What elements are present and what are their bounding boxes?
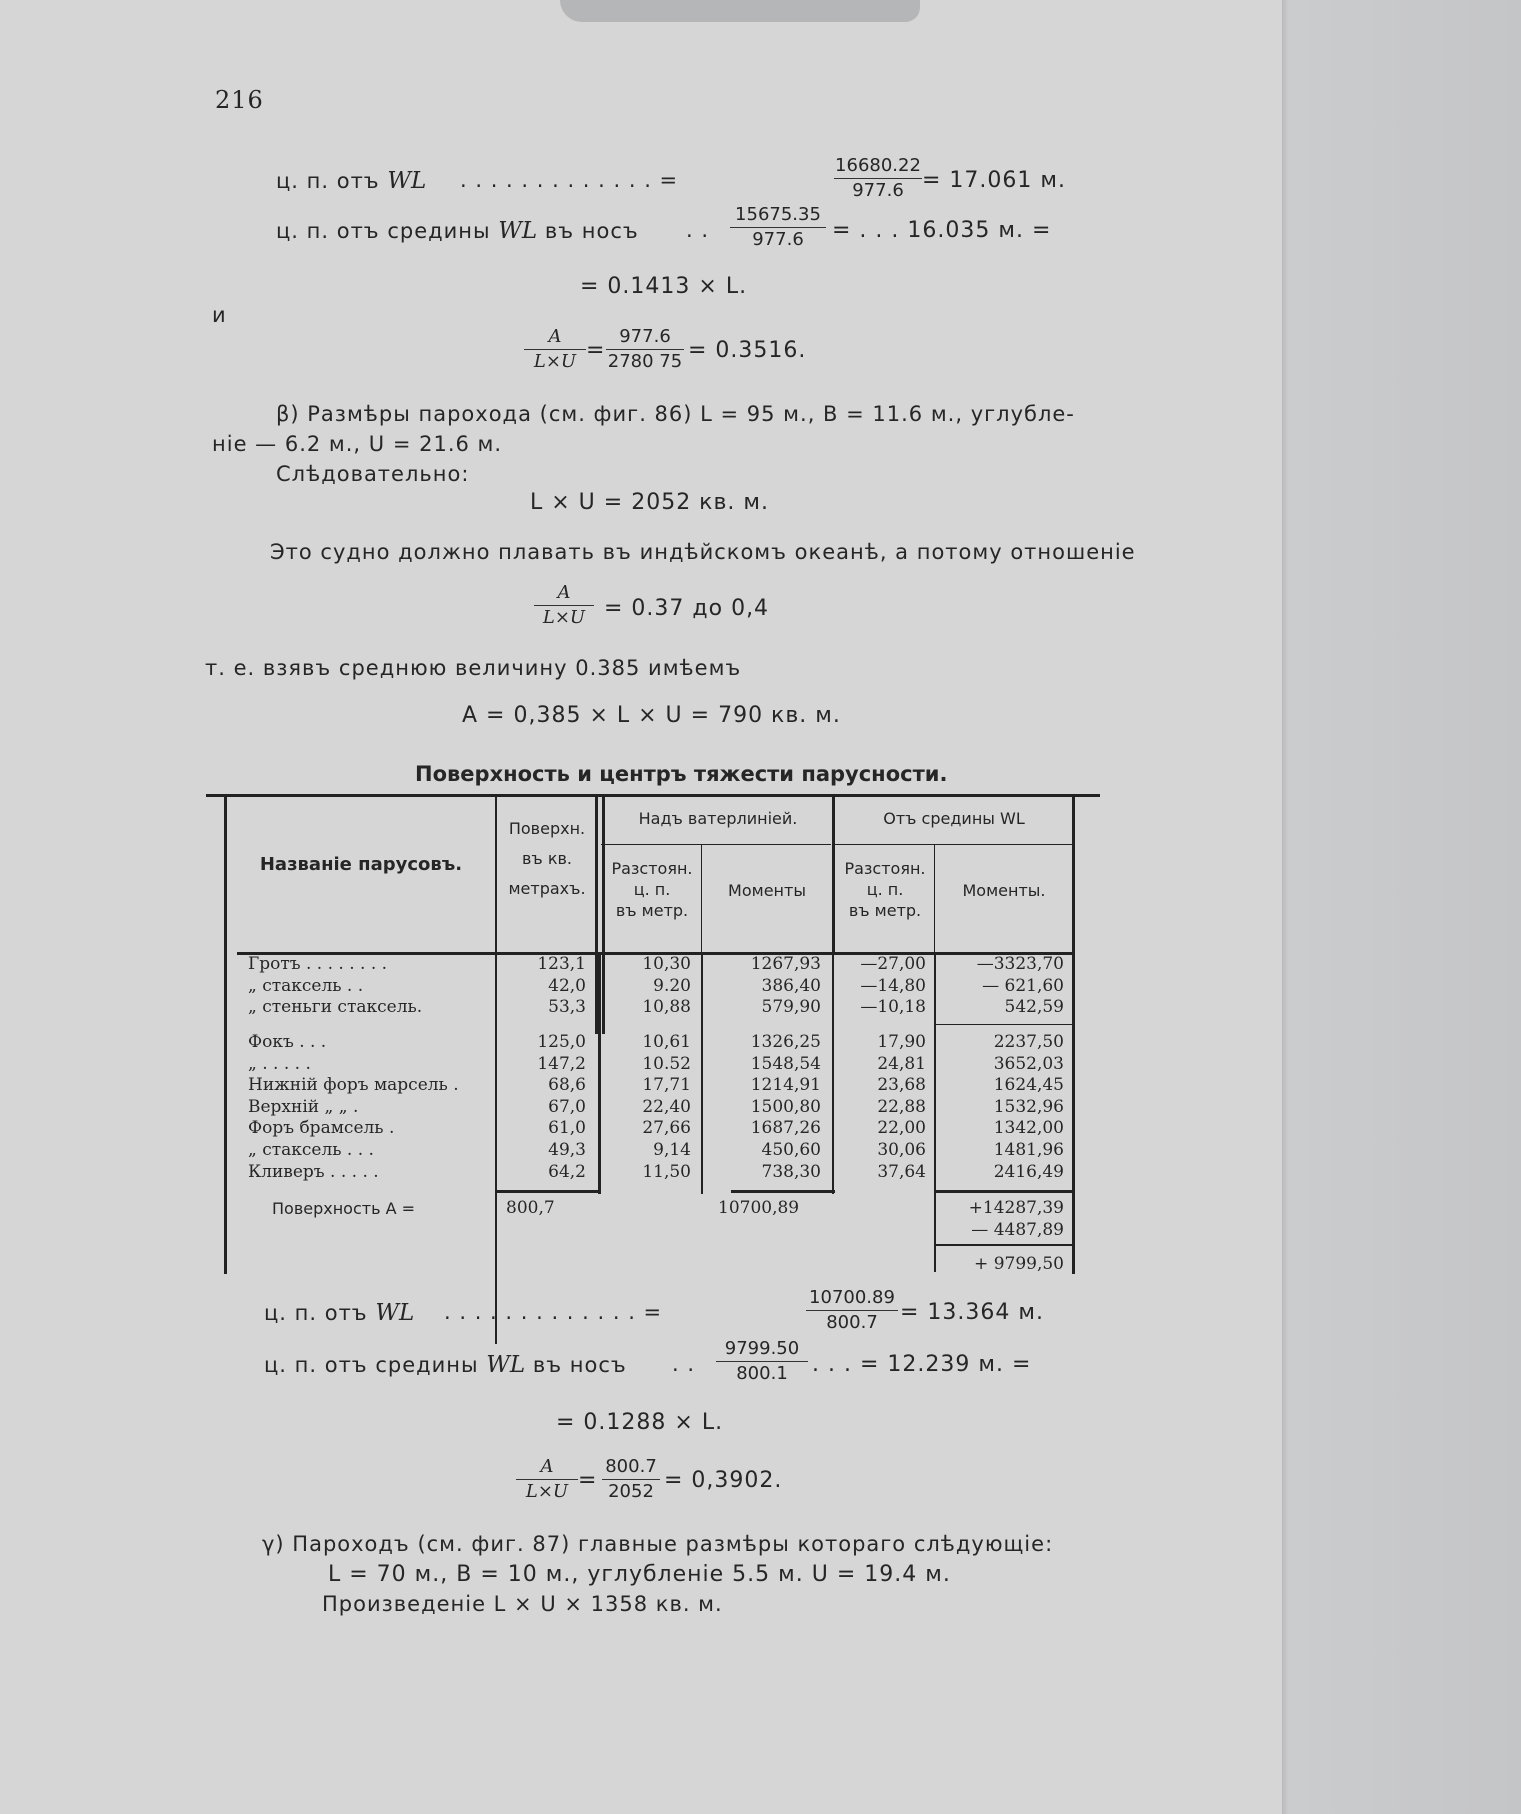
fraction: 9799.50 800.1	[716, 1338, 808, 1385]
ratio-value: = 0.37 до 0,4	[604, 596, 770, 621]
formula-line: = 0.1413 × L.	[580, 274, 748, 299]
dots: . . . . . . . . . . . . . =	[444, 1300, 663, 1324]
table-cell: 9,14	[653, 1139, 691, 1160]
table-cell: 1532,96	[993, 1096, 1064, 1117]
fraction: 977.6 2780 75	[607, 326, 683, 372]
result-text: = 13.364 м.	[900, 1300, 1044, 1325]
table-cell: 147,2	[537, 1053, 586, 1074]
table-cell: 542,59	[1004, 997, 1064, 1018]
table-cell: 17,71	[642, 1075, 691, 1096]
next-page-edge	[1282, 0, 1521, 1814]
gamma-line-2: L = 70 м., B = 10 м., углубленіе 5.5 м. U = 19.4 м.	[328, 1562, 951, 1587]
table-cell: „ стаксель . . .	[248, 1139, 374, 1160]
page-number: 216	[215, 86, 264, 114]
table-cell: 1548,54	[750, 1053, 821, 1074]
table-cell: 10,30	[642, 954, 691, 974]
header-from-mid: Отъ средины WL	[883, 809, 1025, 828]
table-cell: 42,0	[548, 975, 586, 996]
table-cell: 67,0	[548, 1096, 586, 1117]
table-cell: 10,88	[642, 997, 691, 1018]
table-rule	[934, 844, 935, 954]
header-line: Разстоян.	[844, 859, 926, 878]
table-rule	[601, 844, 831, 845]
fraction: 15675.35 977.6	[730, 204, 826, 251]
gamma-line-3: Произведеніе L × U × 1358 кв. м.	[322, 1592, 723, 1616]
header-moments2: Моменты.	[962, 881, 1046, 900]
table-cell: 22,40	[642, 1096, 691, 1117]
table-cell: 1214,91	[750, 1075, 821, 1096]
table-cell: —14,80	[860, 975, 926, 996]
table-cell: 125,0	[537, 1032, 586, 1052]
table-cell: 37,64	[877, 1161, 926, 1182]
table-cell: 579,90	[761, 997, 821, 1018]
dots: . . . . . . . . . . . . . =	[460, 168, 679, 192]
ratio-fraction: A L×U	[534, 582, 594, 629]
table-cell: —3323,70	[976, 954, 1064, 974]
col-dist2	[842, 954, 926, 1019]
col-mom2	[942, 1032, 1064, 1183]
table-cell: — 621,60	[982, 975, 1064, 996]
dots: . .	[686, 218, 710, 242]
header-moments1: Моменты	[728, 881, 806, 900]
table-cell: 1267,93	[750, 954, 821, 974]
table-cell: Нижній форъ марсель .	[248, 1075, 459, 1096]
col-mom1	[711, 954, 821, 1019]
table-cell: 1326,25	[750, 1032, 821, 1052]
beta-line-2: ніе — 6.2 м., U = 21.6 м.	[212, 432, 503, 456]
table-cell: 24,81	[877, 1053, 926, 1074]
totals-surface: 800,7	[506, 1198, 555, 1218]
header-line: въ метр.	[615, 901, 689, 920]
table-rule	[1072, 794, 1075, 1274]
col-dist1	[611, 954, 691, 1019]
table-caption: Поверхность и центръ тяжести парусности.	[415, 762, 948, 786]
table-cell: —27,00	[860, 954, 926, 974]
table-rule	[832, 954, 834, 1194]
table-cell: 53,3	[548, 997, 586, 1018]
result-text: = 0,3902.	[664, 1468, 783, 1493]
table-cell: Гротъ . . . . . . . .	[248, 954, 388, 974]
table-rule	[934, 1190, 1072, 1193]
cp-from-mid-label: ц. п. отъ средины WL въ носъ	[276, 218, 639, 244]
header-dist2	[836, 858, 934, 921]
equals: =	[578, 1468, 598, 1493]
table-cell: Верхній „ „ .	[248, 1096, 359, 1117]
beta-line-5: Это судно должно плавать въ индѣйскомъ океанѣ, а потому отношеніе	[270, 540, 1136, 564]
beta-line-3: Слѣдовательно:	[276, 462, 470, 486]
torn-edge	[560, 0, 920, 22]
table-cell: 3652,03	[993, 1053, 1064, 1074]
table-cell: 1624,45	[993, 1075, 1064, 1096]
header-line: метрахъ.	[508, 879, 586, 898]
table-rule	[701, 954, 703, 1194]
table-cell: —10,18	[860, 997, 926, 1018]
table-cell: 2416,49	[993, 1161, 1064, 1182]
beta-line-1: β) Размѣры парохода (см. фиг. 86) L = 95 м., B = 11.6 м., углубле-	[276, 402, 1075, 426]
equals: =	[586, 338, 606, 363]
table-cell: 17,90	[877, 1032, 926, 1052]
table-cell: 23,68	[877, 1075, 926, 1096]
table-rule	[495, 954, 497, 1344]
table-cell: 9.20	[653, 975, 691, 996]
col-dist1	[611, 1032, 691, 1183]
table-rule	[206, 794, 1100, 797]
table-cell: 2237,50	[993, 1032, 1064, 1052]
table-rule	[934, 1190, 936, 1272]
header-line: Разстоян.	[611, 859, 693, 878]
header-line: въ метр.	[848, 901, 922, 920]
table-cell: 1500,80	[750, 1096, 821, 1117]
table-cell: Фокъ . . .	[248, 1032, 327, 1052]
table-cell: 450,60	[761, 1139, 821, 1160]
col-mom2	[942, 954, 1064, 1019]
header-line: ц. п.	[633, 880, 671, 899]
table-cell: 68,6	[548, 1075, 586, 1096]
header-sail-name: Названіе парусовъ.	[259, 854, 463, 875]
table-rule	[731, 1190, 835, 1193]
table-cell: 1481,96	[993, 1139, 1064, 1160]
table-cell: Кливеръ . . . . .	[248, 1161, 379, 1182]
result-text: . . . = 12.239 м. =	[812, 1352, 1032, 1377]
col-names	[248, 1032, 494, 1183]
formula-line: = 0.1288 × L.	[556, 1410, 724, 1435]
ratio-fraction: A L×U	[524, 326, 586, 373]
result-text: = 17.061 м.	[922, 168, 1066, 193]
table-rule	[934, 1024, 1072, 1025]
table-cell: „ стеньги стаксель.	[248, 997, 423, 1018]
table-cell: 27,66	[642, 1118, 691, 1139]
table-cell: 61,0	[548, 1118, 586, 1139]
totals-mom1: 10700,89	[718, 1198, 800, 1218]
col-surface	[506, 954, 586, 1019]
fraction: 800.7 2052	[602, 1456, 660, 1503]
table-cell: 22,00	[877, 1118, 926, 1139]
header-dist1	[604, 858, 700, 921]
table-rule	[495, 794, 497, 954]
table-rule	[835, 844, 1075, 845]
col-surface	[506, 1032, 586, 1183]
result-text: = 0.3516.	[688, 338, 807, 363]
table-rule	[224, 794, 227, 1274]
table-cell: 49,3	[548, 1139, 586, 1160]
header-above-wl: Надъ ватерлиніей.	[638, 809, 798, 828]
beta-line-7: A = 0,385 × L × U = 790 кв. м.	[462, 703, 841, 728]
table-rule	[832, 794, 835, 954]
col-names	[248, 954, 494, 1019]
table-rule	[598, 954, 601, 1194]
cp-from-mid-label: ц. п. отъ средины WL въ носъ	[264, 1352, 627, 1378]
table-rule	[934, 1244, 1072, 1246]
table-cell: „ стаксель . .	[248, 975, 364, 996]
table-cell: 738,30	[761, 1161, 821, 1182]
totals-mom2-pos: +14287,39	[968, 1198, 1064, 1218]
table-rule	[934, 954, 936, 1194]
cp-from-wl-label: ц. п. отъ WL	[264, 1300, 415, 1326]
table-cell: 30,06	[877, 1139, 926, 1160]
ratio-fraction: A L×U	[516, 1456, 578, 1503]
table-cell: 123,1	[537, 954, 586, 974]
table-cell: 386,40	[761, 975, 821, 996]
col-dist2	[842, 1032, 926, 1183]
table-cell: 22,88	[877, 1096, 926, 1117]
table-cell: 1687,26	[750, 1118, 821, 1139]
result-text: = . . . 16.035 м. =	[832, 218, 1052, 243]
dots: . .	[672, 1352, 696, 1376]
table-cell: 64,2	[548, 1161, 586, 1182]
fraction: 10700.89 800.7	[806, 1287, 898, 1334]
col-mom1	[711, 1032, 821, 1183]
gamma-line-1: γ) Пароходъ (см. фиг. 87) главные размѣры котораго слѣдующіе:	[262, 1532, 1054, 1556]
beta-line-4: L × U = 2052 кв. м.	[530, 490, 770, 515]
table-cell: 11,50	[642, 1161, 691, 1182]
table-rule	[701, 844, 702, 954]
cp-from-wl-label: ц. п. отъ WL	[276, 168, 427, 194]
header-surface	[498, 814, 596, 904]
table-cell: „ . . . . .	[248, 1053, 311, 1074]
header-line: въ кв.	[522, 849, 572, 868]
totals-mom2-neg: — 4487,89	[971, 1220, 1064, 1240]
table-cell: Форъ брамсель .	[248, 1118, 395, 1139]
totals-label: Поверхность A =	[272, 1199, 416, 1218]
fraction: 16680.22 977.6	[835, 155, 921, 201]
table-cell: 10,61	[642, 1032, 691, 1052]
table-cell: 10.52	[642, 1053, 691, 1074]
conjunction: и	[212, 303, 227, 327]
table-cell: 1342,00	[993, 1118, 1064, 1139]
totals-mom2-result: + 9799,50	[974, 1254, 1064, 1274]
table-rule	[495, 1190, 599, 1193]
beta-line-6: т. е. взявъ среднюю величину 0.385 имѣемъ	[205, 656, 742, 680]
header-line: Поверхн.	[508, 819, 586, 838]
header-line: ц. п.	[866, 880, 904, 899]
sail-table	[206, 794, 1100, 1284]
